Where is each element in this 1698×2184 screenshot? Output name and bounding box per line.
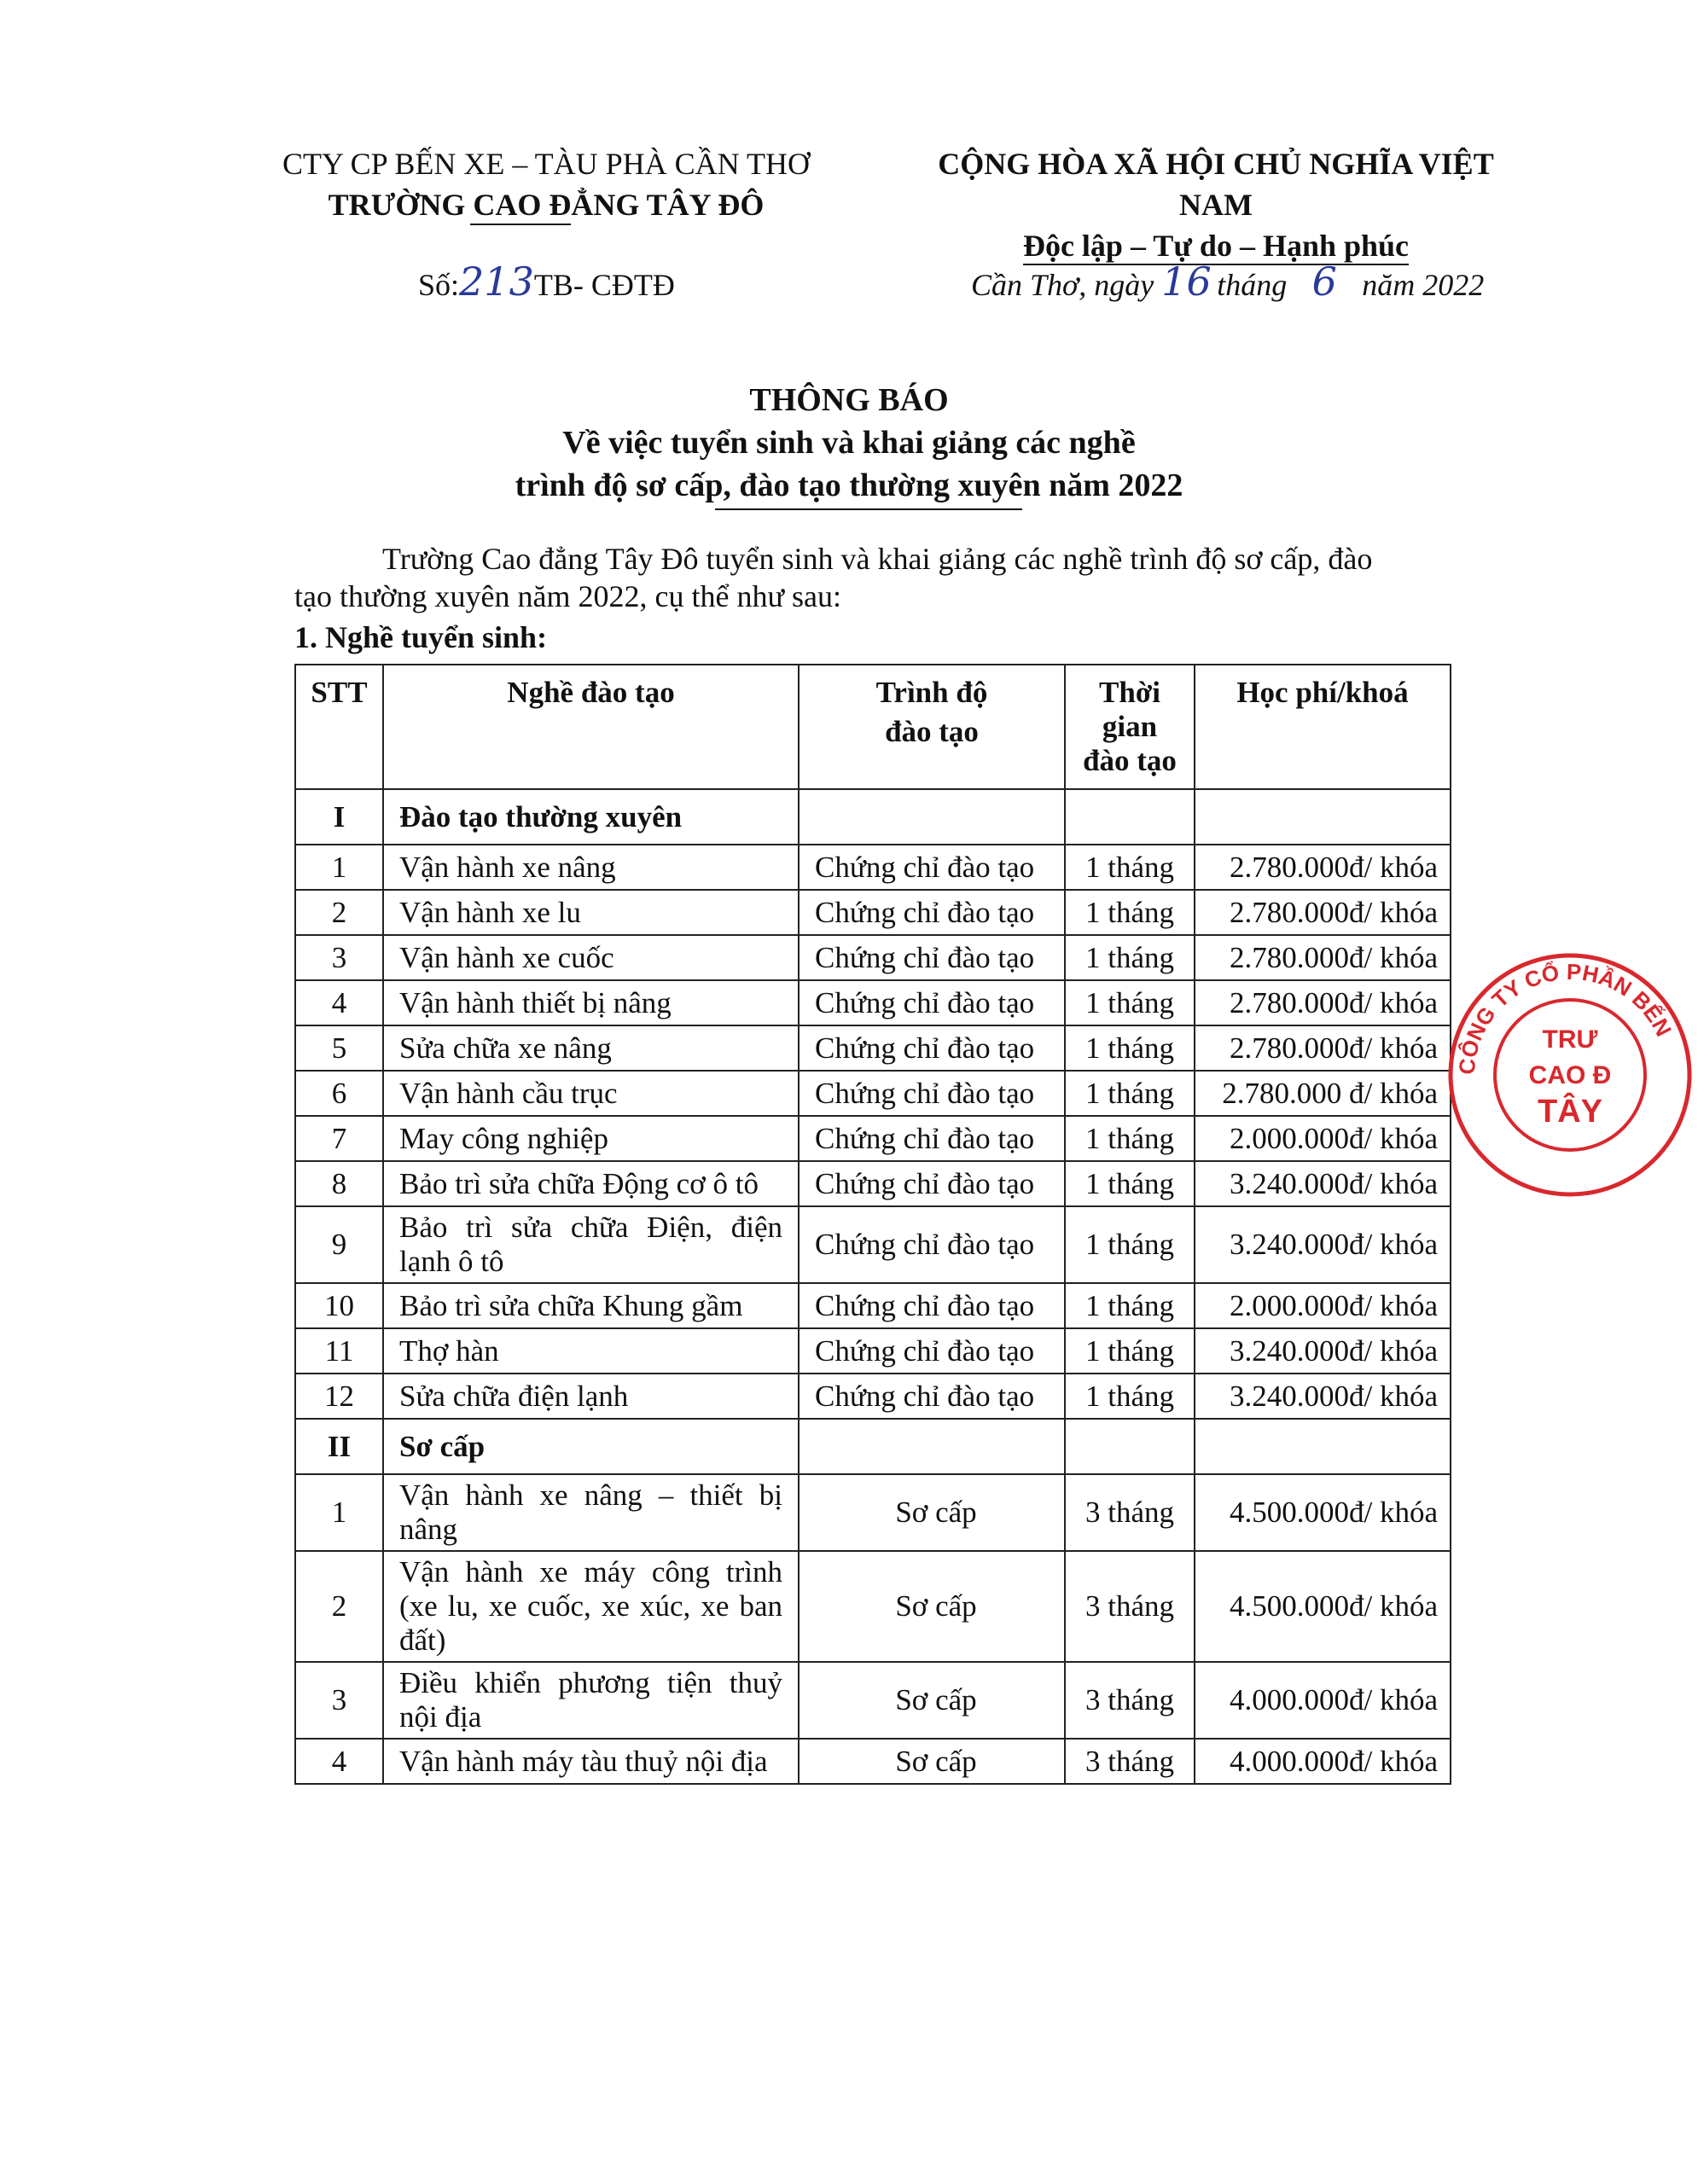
intro-line-2: tạo thường xuyên năm 2022, cụ thể như sau: — [294, 579, 841, 613]
table-body — [295, 789, 1451, 1419]
header-hoc-phi: Học phí/khoá — [1195, 665, 1451, 789]
stt-cell: 3 — [295, 1662, 383, 1739]
trinh-do-cell: Sơ cấp — [799, 1739, 1065, 1784]
trinh-do-cell: Sơ cấp — [799, 1474, 1065, 1551]
group-stt: II — [295, 1419, 383, 1474]
thoi-gian-cell: 1 tháng — [1065, 1071, 1195, 1116]
trinh-do-cell: Chứng chỉ đào tạo — [799, 980, 1065, 1025]
table-row — [295, 1551, 1451, 1662]
hoc-phi-cell: 2.780.000đ/ khóa — [1195, 980, 1451, 1025]
table-row — [295, 1116, 1451, 1161]
header-underline — [470, 224, 571, 225]
hoc-phi-cell: 2.000.000đ/ khóa — [1195, 1116, 1451, 1161]
thoi-gian-cell: 1 tháng — [1065, 980, 1195, 1025]
date-mid: tháng — [1217, 268, 1288, 302]
nghe-cell: Vận hành xe nâng — [383, 845, 799, 890]
table-header-row — [295, 665, 1451, 789]
header-stt: STT — [295, 665, 383, 789]
trinh-do-cell: Chứng chỉ đào tạo — [799, 1161, 1065, 1206]
stt-cell: 8 — [295, 1161, 383, 1206]
stt-cell: 2 — [295, 1551, 383, 1662]
nghe-cell: Vận hành thiết bị nâng — [383, 980, 799, 1025]
table-row — [295, 1161, 1451, 1206]
hoc-phi-cell: 2.000.000đ/ khóa — [1195, 1283, 1451, 1328]
thoi-gian-cell: 3 tháng — [1065, 1551, 1195, 1662]
empty-cell — [1195, 789, 1451, 845]
table-row — [295, 890, 1451, 935]
table-row — [295, 935, 1451, 980]
document-number — [418, 256, 675, 311]
nghe-cell: May công nghiệp — [383, 1116, 799, 1161]
table-row — [295, 1328, 1451, 1374]
trinh-do-cell: Chứng chỉ đào tạo — [799, 1071, 1065, 1116]
hoc-phi-cell: 2.780.000 đ/ khóa — [1195, 1071, 1451, 1116]
empty-cell — [1195, 1419, 1451, 1474]
courses-table — [294, 664, 1451, 1785]
thoi-gian-cell: 1 tháng — [1065, 1206, 1195, 1283]
trinh-do-cell: Chứng chỉ đào tạo — [799, 890, 1065, 935]
motto-text: Độc lập – Tự do – Hạnh phúc — [1023, 229, 1409, 265]
school-name: TRƯỜNG CAO ĐẲNG TÂY ĐÔ — [328, 188, 765, 222]
date-suffix: năm 2022 — [1362, 268, 1485, 302]
thoi-gian-cell: 3 tháng — [1065, 1739, 1195, 1784]
stt-cell: 2 — [295, 890, 383, 935]
header-thoi-gian-line3: đào tạo — [1083, 744, 1177, 777]
title-line-1: THÔNG BÁO — [749, 382, 949, 418]
title-line-3: trình độ sơ cấp, đào tạo thường xuyên năm 2022 — [515, 468, 1183, 503]
thoi-gian-cell: 1 tháng — [1065, 845, 1195, 890]
thoi-gian-cell: 1 tháng — [1065, 1328, 1195, 1374]
stt-cell: 9 — [295, 1206, 383, 1283]
thoi-gian-cell: 1 tháng — [1065, 935, 1195, 980]
hoc-phi-cell: 2.780.000đ/ khóa — [1195, 1025, 1451, 1071]
empty-cell — [799, 1419, 1065, 1474]
empty-cell — [1065, 1419, 1195, 1474]
stt-cell: 10 — [295, 1283, 383, 1328]
number-suffix: TB- CĐTĐ — [533, 268, 675, 302]
nghe-cell: Sửa chữa xe nâng — [383, 1025, 799, 1071]
nghe-cell: Vận hành xe máy công trình (xe lu, xe cuốc, xe xúc, xe ban đất) — [383, 1551, 799, 1662]
thoi-gian-cell: 3 tháng — [1065, 1474, 1195, 1551]
table-row — [295, 1739, 1451, 1784]
hoc-phi-cell: 2.780.000đ/ khóa — [1195, 935, 1451, 980]
header-trinh-do — [799, 665, 1065, 789]
group-stt: I — [295, 789, 383, 845]
number-prefix: Số: — [418, 268, 460, 302]
trinh-do-cell: Chứng chỉ đào tạo — [799, 1374, 1065, 1419]
table-row — [295, 1374, 1451, 1419]
nghe-cell: Bảo trì sửa chữa Khung gầm — [383, 1283, 799, 1328]
hoc-phi-cell: 2.780.000đ/ khóa — [1195, 845, 1451, 890]
stt-cell: 7 — [295, 1116, 383, 1161]
hoc-phi-cell: 4.000.000đ/ khóa — [1195, 1662, 1451, 1739]
table-row — [295, 1206, 1451, 1283]
trinh-do-cell: Chứng chỉ đào tạo — [799, 1116, 1065, 1161]
company-name: CTY CP BẾN XE – TÀU PHÀ CẦN THƠ — [282, 147, 811, 181]
group-name: Sơ cấp — [383, 1419, 799, 1474]
nghe-cell: Vận hành xe lu — [383, 890, 799, 935]
header-trinh-do-line1: Trình độ — [875, 676, 988, 709]
trinh-do-cell: Chứng chỉ đào tạo — [799, 1025, 1065, 1071]
seal-ring-text: CÔNG TY CỔ PHẦN BẾN — [1453, 958, 1678, 1076]
number-handwritten: 213 — [459, 258, 534, 305]
hoc-phi-cell: 4.500.000đ/ khóa — [1195, 1551, 1451, 1662]
group-row — [295, 789, 1451, 845]
nghe-cell: Vận hành cầu trục — [383, 1071, 799, 1116]
nghe-cell: Vận hành xe nâng – thiết bị nâng — [383, 1474, 799, 1551]
group-row — [295, 1419, 1451, 1474]
table-row — [295, 845, 1451, 890]
date-prefix: Cần Thơ, ngày — [971, 268, 1154, 302]
header-trinh-do-line2: đào tạo — [885, 715, 979, 748]
hoc-phi-cell: 3.240.000đ/ khóa — [1195, 1206, 1451, 1283]
trinh-do-cell: Chứng chỉ đào tạo — [799, 845, 1065, 890]
title-underline — [715, 508, 1022, 510]
republic-title: CỘNG HÒA XÃ HỘI CHỦ NGHĨA VIỆT NAM — [938, 147, 1494, 222]
thoi-gian-cell: 1 tháng — [1065, 1161, 1195, 1206]
trinh-do-cell: Chứng chỉ đào tạo — [799, 1283, 1065, 1328]
table-row — [295, 1474, 1451, 1551]
nghe-cell: Bảo trì sửa chữa Động cơ ô tô — [383, 1161, 799, 1206]
hoc-phi-cell: 3.240.000đ/ khóa — [1195, 1374, 1451, 1419]
stt-cell: 12 — [295, 1374, 383, 1419]
nghe-cell: Điều khiển phương tiện thuỷ nội địa — [383, 1662, 799, 1739]
thoi-gian-cell: 3 tháng — [1065, 1662, 1195, 1739]
nghe-cell: Vận hành xe cuốc — [383, 935, 799, 980]
seal-center-text-2: CAO Đ — [1528, 1061, 1612, 1089]
header-thoi-gian-line1: Thời — [1099, 676, 1160, 709]
empty-cell — [799, 789, 1065, 845]
thoi-gian-cell: 1 tháng — [1065, 1374, 1195, 1419]
table-row — [295, 1662, 1451, 1739]
trinh-do-cell: Chứng chỉ đào tạo — [799, 1206, 1065, 1283]
document-date — [971, 256, 1484, 311]
school-seal — [1442, 947, 1698, 1203]
thoi-gian-cell: 1 tháng — [1065, 1025, 1195, 1071]
table-row — [295, 980, 1451, 1025]
date-day: 16 — [1161, 258, 1212, 305]
left-header — [282, 143, 811, 227]
stt-cell: 1 — [295, 845, 383, 890]
hoc-phi-cell: 3.240.000đ/ khóa — [1195, 1328, 1451, 1374]
stt-cell: 4 — [295, 980, 383, 1025]
table-row — [295, 1283, 1451, 1328]
header-thoi-gian — [1065, 665, 1195, 789]
trinh-do-cell: Sơ cấp — [799, 1551, 1065, 1662]
hoc-phi-cell: 4.000.000đ/ khóa — [1195, 1739, 1451, 1784]
right-header — [904, 143, 1527, 266]
table-row — [295, 1025, 1451, 1071]
stt-cell: 3 — [295, 935, 383, 980]
stt-cell: 6 — [295, 1071, 383, 1116]
nghe-cell: Sửa chữa điện lạnh — [383, 1374, 799, 1419]
trinh-do-cell: Chứng chỉ đào tạo — [799, 1328, 1065, 1374]
group-name: Đào tạo thường xuyên — [383, 789, 799, 845]
stt-cell: 4 — [295, 1739, 383, 1784]
trinh-do-cell: Sơ cấp — [799, 1662, 1065, 1739]
seal-center-text-3: TÂY — [1538, 1094, 1602, 1130]
table-body-2 — [295, 1419, 1451, 1784]
stt-cell: 1 — [295, 1474, 383, 1551]
nghe-cell: Bảo trì sửa chữa Điện, điện lạnh ô tô — [383, 1206, 799, 1283]
stt-cell: 11 — [295, 1328, 383, 1374]
empty-cell — [1065, 789, 1195, 845]
trinh-do-cell: Chứng chỉ đào tạo — [799, 935, 1065, 980]
stt-cell: 5 — [295, 1025, 383, 1071]
seal-center-text-1: TRƯ — [1542, 1025, 1598, 1054]
thoi-gian-cell: 1 tháng — [1065, 1116, 1195, 1161]
header-nghe: Nghề đào tạo — [383, 665, 799, 789]
nghe-cell: Vận hành máy tàu thuỷ nội địa — [383, 1739, 799, 1784]
section-heading: 1. Nghề tuyển sinh: — [294, 620, 548, 654]
nghe-cell: Thợ hàn — [383, 1328, 799, 1374]
thoi-gian-cell: 1 tháng — [1065, 1283, 1195, 1328]
title-line-2: Về việc tuyển sinh và khai giảng các nghề — [562, 425, 1136, 461]
hoc-phi-cell: 4.500.000đ/ khóa — [1195, 1474, 1451, 1551]
hoc-phi-cell: 2.780.000đ/ khóa — [1195, 890, 1451, 935]
table-row — [295, 1071, 1451, 1116]
thoi-gian-cell: 1 tháng — [1065, 890, 1195, 935]
header-thoi-gian-line2: gian — [1102, 710, 1158, 743]
date-month: 6 — [1311, 258, 1337, 305]
hoc-phi-cell: 3.240.000đ/ khóa — [1195, 1161, 1451, 1206]
intro-line-1: Trường Cao đẳng Tây Đô tuyển sinh và khai giảng các nghề trình độ sơ cấp, đào — [382, 542, 1373, 576]
notice-title — [282, 379, 1416, 507]
